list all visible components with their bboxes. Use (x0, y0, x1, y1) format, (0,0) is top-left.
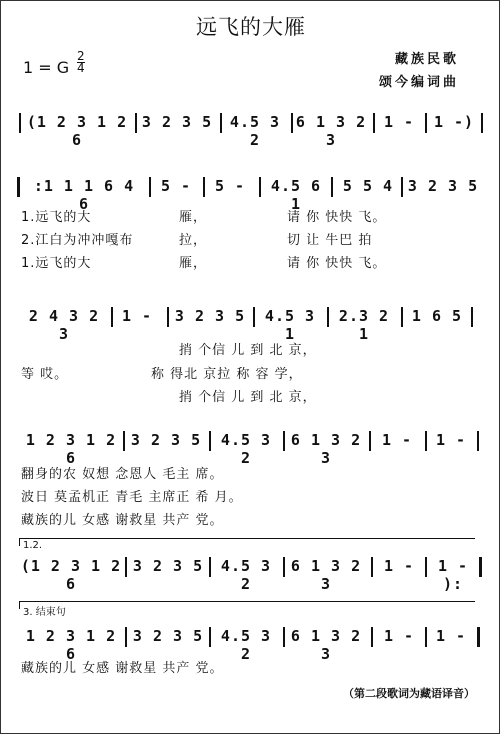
measure: 5 - (214, 177, 246, 195)
measure: 1 - (383, 627, 415, 645)
measure: 4.5 3 2 (220, 557, 272, 593)
lyric: 请 你 快快 飞。 (287, 210, 387, 225)
measure: 2 4 3 2 3 (28, 307, 100, 343)
measure: 6 1 3 2 3 (290, 627, 362, 663)
measure: 3 2 3 5 (141, 113, 213, 131)
barline (209, 431, 211, 451)
lyric: 雁， (179, 210, 208, 225)
measure: 1 - (435, 627, 467, 645)
barline (209, 557, 211, 577)
barline (283, 627, 285, 647)
lyric: 雁， (179, 256, 208, 271)
barline (371, 557, 373, 577)
measure: 3 2 3 5 (130, 431, 202, 449)
volta-bracket (19, 538, 475, 539)
measure: 6 1 3 2 3 (295, 113, 367, 149)
barline (401, 177, 403, 197)
measure: 5 - (160, 177, 192, 195)
barline (371, 627, 373, 647)
volta-bracket (19, 601, 475, 602)
measure: 6 1 3 2 3 (290, 431, 362, 467)
measure: 3 2 3 5 (174, 307, 246, 325)
meter-top: 2 (77, 49, 85, 63)
measure: 4.5 3 2 (229, 113, 281, 149)
meter-bottom: 4 (77, 61, 85, 75)
measure: 1 - (383, 557, 415, 575)
barline (283, 431, 285, 451)
volta-label: 3. 结束句 (23, 607, 66, 618)
barline (373, 113, 375, 133)
barline (149, 177, 151, 197)
measure: 2.3 2 1 (338, 307, 390, 343)
measure: (1 2 3 1 2 6 (20, 557, 122, 593)
lyric: 请 你 快快 飞。 (287, 256, 387, 271)
measure: 4.5 3 2 (220, 431, 272, 467)
repeat-end-barline (479, 557, 482, 577)
lyric: 切 让 牛巴 拍 (287, 233, 373, 248)
arranger-credit: 颂今编词曲 (378, 75, 459, 90)
repeat-start-barline (17, 177, 20, 197)
barline (125, 627, 127, 647)
measure: :1 1 1 6 4 6 (33, 177, 135, 213)
time-signature (77, 51, 85, 74)
measure: 1 - (381, 431, 413, 449)
barline (331, 177, 333, 197)
measure: 1 - (383, 113, 415, 131)
volta-bracket-start (19, 538, 20, 546)
lyric: 等 哎。 (21, 367, 69, 382)
measure: 1 - ): (437, 557, 469, 593)
measure: 4.5 3 2 (220, 627, 272, 663)
lyric: 1.远飞的大 (21, 210, 92, 225)
lyric: 翻身的农 奴想 念恩人 毛主 席。 (21, 467, 224, 482)
barline (425, 113, 427, 133)
measure: 1 - (435, 431, 467, 449)
barline (209, 627, 211, 647)
measure: 4.5 6 1 (270, 177, 322, 213)
measure: 5 5 4 (342, 177, 394, 195)
barline (259, 177, 261, 197)
measure: 1 2 3 1 2 6 (25, 627, 117, 663)
lyric: 波日 莫孟机正 青毛 主席正 希 月。 (21, 490, 243, 505)
measure: 3 2 3 5 (132, 627, 204, 645)
song-title: 远飞的大雁 (196, 15, 306, 39)
measure: 1 6 5 (411, 307, 463, 325)
measure: 3 2 3 5 (132, 557, 204, 575)
measure: 6 1 3 2 3 (290, 557, 362, 593)
key-signature: 1 = G (23, 58, 70, 77)
barline (327, 307, 329, 327)
lyric: 捎 个信 儿 到 北 京， (179, 343, 317, 358)
barline (167, 307, 169, 327)
lyric: 藏族的儿 女感 谢救星 共产 党。 (21, 661, 224, 676)
measure: 3 2 3 5 (407, 177, 479, 195)
barline (369, 431, 371, 451)
measure: 1 2 3 1 2 6 (25, 431, 117, 467)
final-barline (477, 627, 480, 647)
volta-bracket-start (19, 601, 20, 609)
barline (425, 627, 427, 647)
measure: 4.5 3 1 (264, 307, 316, 343)
barline (283, 557, 285, 577)
lyric: 称 得北 京拉 称 容 学， (151, 367, 303, 382)
barline (125, 557, 127, 577)
genre-credit: 藏族民歌 (394, 52, 459, 67)
barline (203, 177, 205, 197)
barline (111, 307, 113, 327)
barline (425, 431, 427, 451)
barline (123, 431, 125, 451)
measure: 1 -) (433, 113, 475, 131)
lyric: 拉， (179, 233, 208, 248)
lyric: 藏族的儿 女感 谢救星 共产 党。 (21, 513, 224, 528)
barline (481, 113, 483, 133)
barline (471, 307, 473, 327)
measure: 1 - (121, 307, 153, 325)
barline (477, 431, 479, 451)
barline (425, 557, 427, 577)
barline (401, 307, 403, 327)
lyric: 捎 个信 儿 到 北 京， (179, 390, 317, 405)
lyric: 1.远飞的大 (21, 256, 92, 271)
barline (253, 307, 255, 327)
lyric: 2.江白为冲冲嘎布 (21, 233, 134, 248)
measure: (1 2 3 1 2 6 (26, 113, 128, 149)
volta-label: 1.2. (23, 540, 43, 551)
footnote: （第二段歌词为藏语译音） (343, 687, 475, 700)
